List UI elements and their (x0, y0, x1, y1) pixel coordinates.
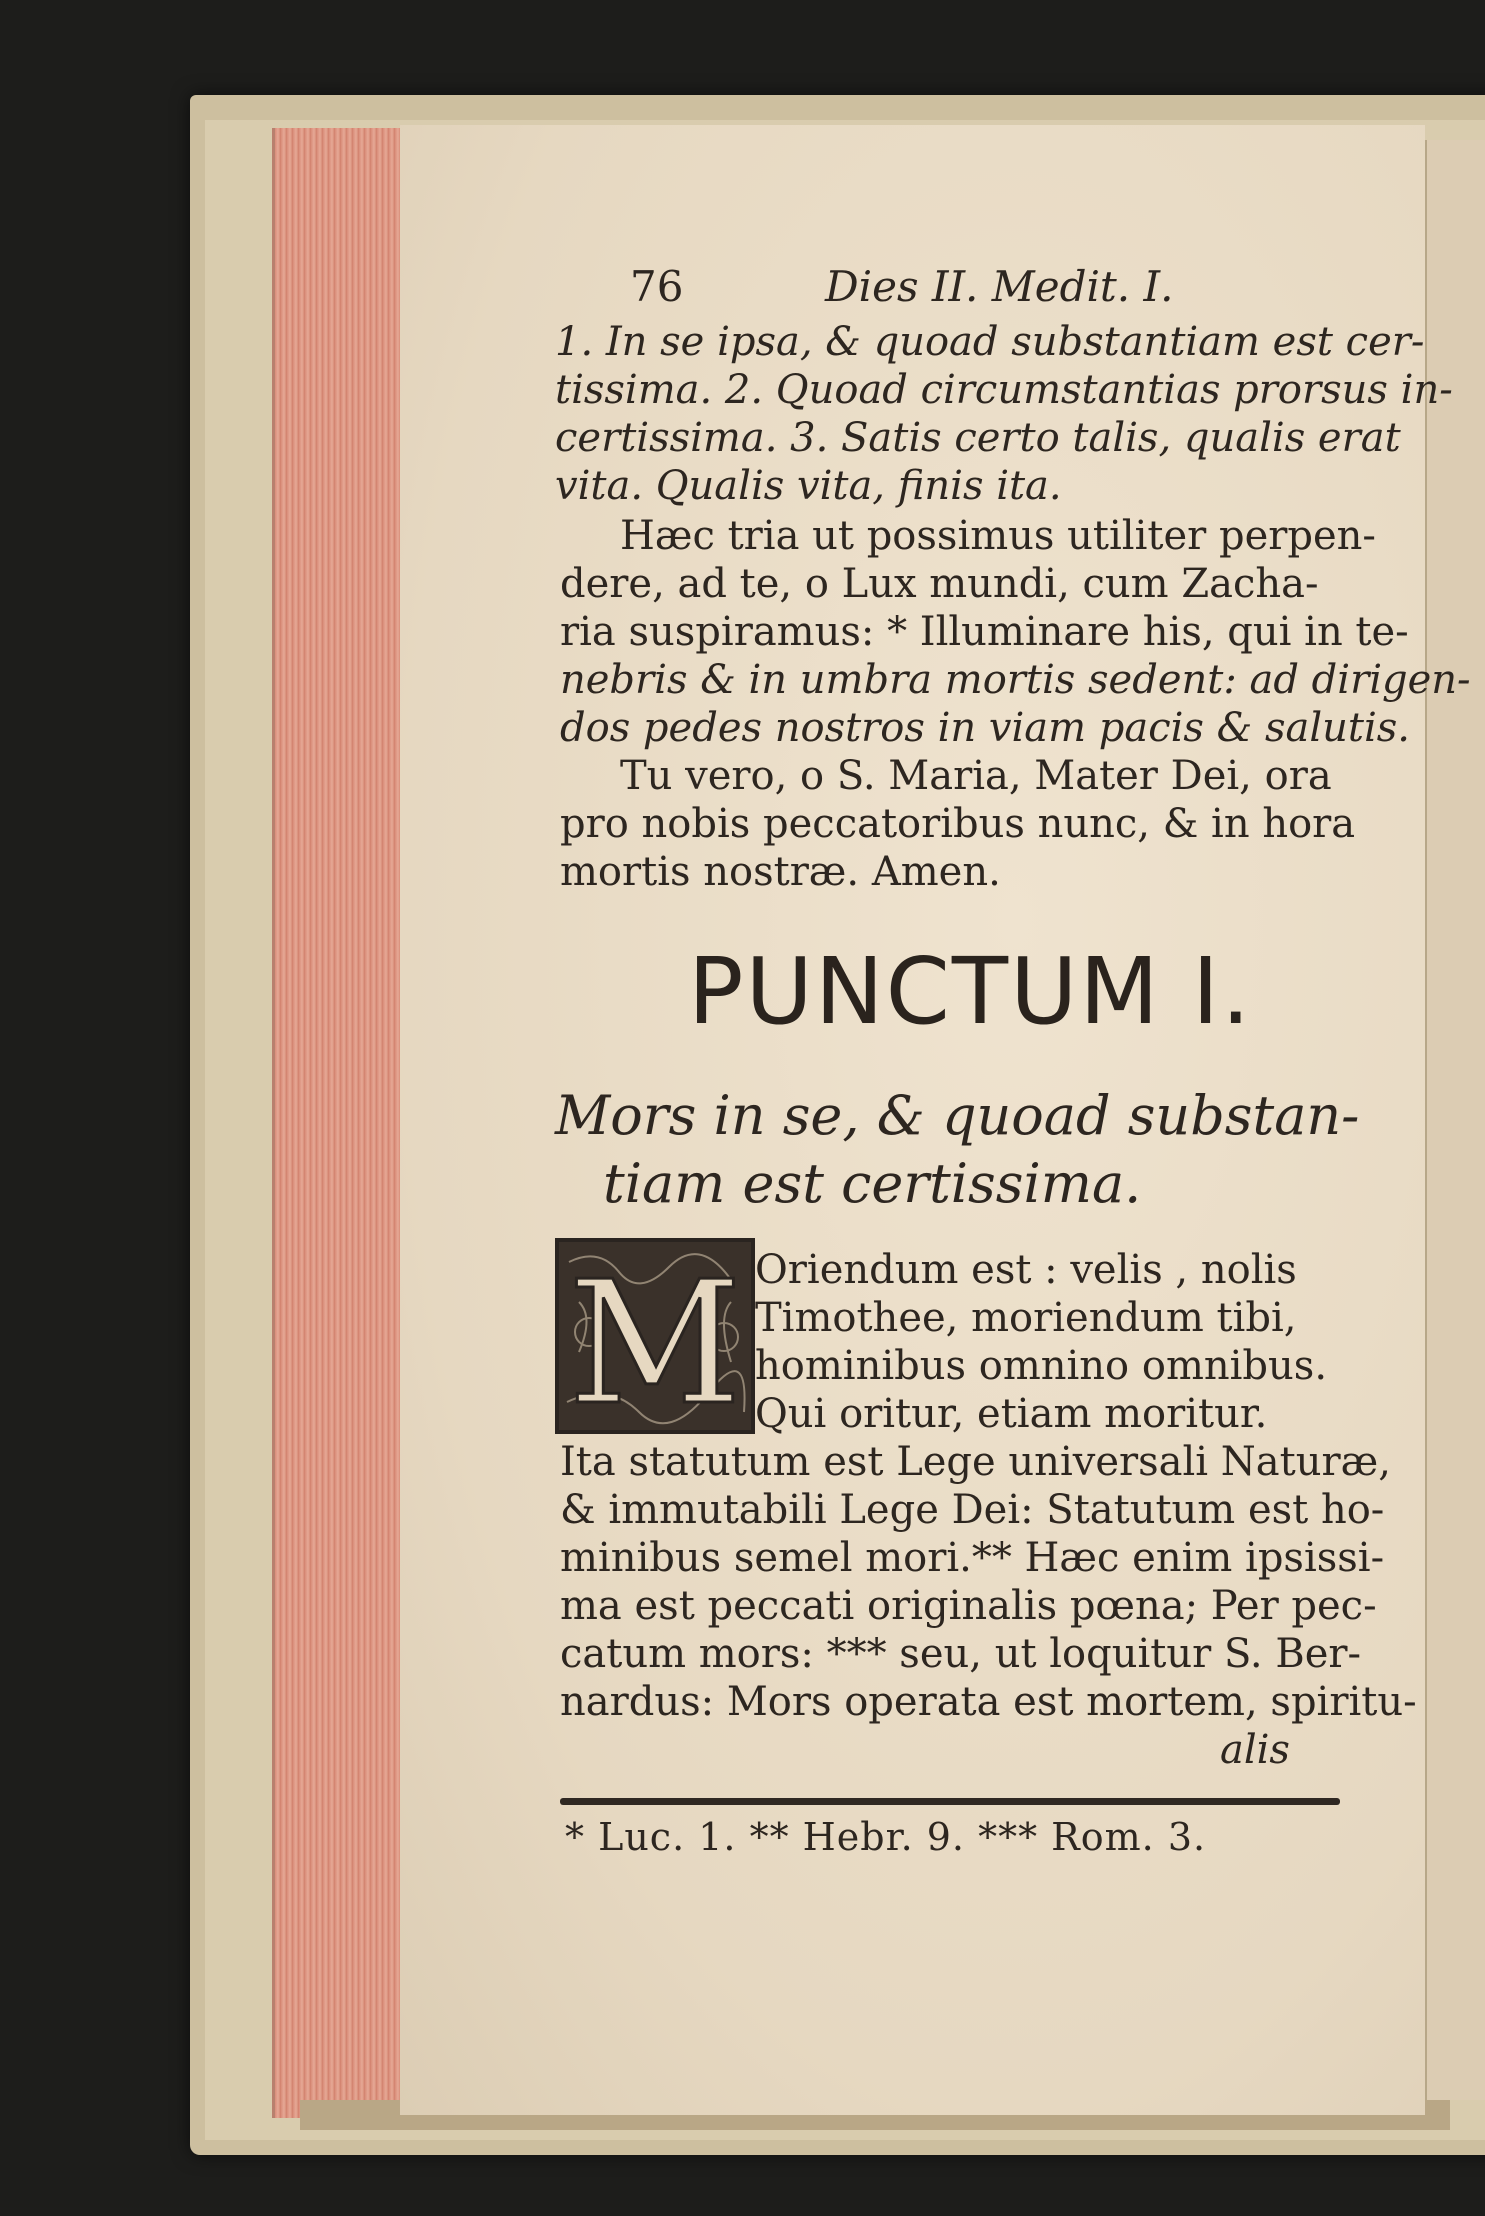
intro-block (555, 318, 1453, 510)
text-line: Timothee, moriendum tibi, (755, 1295, 1297, 1341)
text-line: vita. Qualis vita, finis ita. (555, 463, 1062, 509)
body-text (560, 1246, 1417, 1774)
text-line: hominibus omnino omnibus. (755, 1343, 1328, 1389)
text-line: mortis nostræ. Amen. (560, 849, 1001, 895)
svg-text:M: M (567, 1245, 743, 1430)
subheading-line: Mors in se, & quoad substan- (555, 1084, 1360, 1147)
section-subheading (555, 1082, 1359, 1218)
text-line: Ita statutum est Lege universali Naturæ, (560, 1439, 1391, 1485)
footnotes: * Luc. 1. ** Hebr. 9. *** Rom. 3. (565, 1815, 1207, 1859)
paragraph-tu (560, 752, 1355, 896)
section-heading: PUNCTUM I. (688, 938, 1253, 1045)
page-edges (272, 128, 410, 2118)
text-line: Tu vero, o S. Maria, Mater Dei, ora (620, 753, 1332, 799)
text-line: tissima. 2. Quoad circumstantias prorsus in- (555, 367, 1453, 413)
text-line: Qui oritur, etiam moritur. (755, 1391, 1268, 1437)
page-number: 76 (630, 262, 684, 311)
text-line: dos pedes nostros in viam pacis & salutis. (560, 705, 1411, 751)
text-line: Hæc tria ut possimus utiliter perpen- (620, 513, 1376, 559)
text-line: 1. In se ipsa, & quoad substantiam est cer- (555, 319, 1425, 365)
subheading-line: tiam est certissima. (603, 1152, 1142, 1215)
text-line: nardus: Mors operata est mortem, spiritu- (560, 1679, 1417, 1725)
text-line: pro nobis peccatoribus nunc, & in hora (560, 801, 1356, 847)
text-line: ma est peccati originalis pœna; Per pec- (560, 1583, 1377, 1629)
text-line: Oriendum est : velis , nolis (755, 1247, 1297, 1293)
running-head: Dies II. Medit. I. (825, 262, 1174, 311)
text-line: dere, ad te, o Lux mundi, cum Zacha- (560, 561, 1319, 607)
text-line: certissima. 3. Satis certo talis, qualis erat (555, 415, 1401, 461)
text-line: ria suspiramus: * Illuminare his, qui in te- (560, 609, 1409, 655)
footnote-rule (560, 1798, 1340, 1805)
text-line: catum mors: *** seu, ut loquitur S. Ber- (560, 1631, 1362, 1677)
catchword: alis (1220, 1727, 1290, 1773)
text-line: minibus semel mori.** Hæc enim ipsissi- (560, 1535, 1385, 1581)
text-line: & immutabili Lege Dei: Statutum est ho- (560, 1487, 1385, 1533)
text-line: nebris & in umbra mortis sedent: ad dirigen- (560, 657, 1471, 703)
paragraph-haec (560, 512, 1471, 752)
